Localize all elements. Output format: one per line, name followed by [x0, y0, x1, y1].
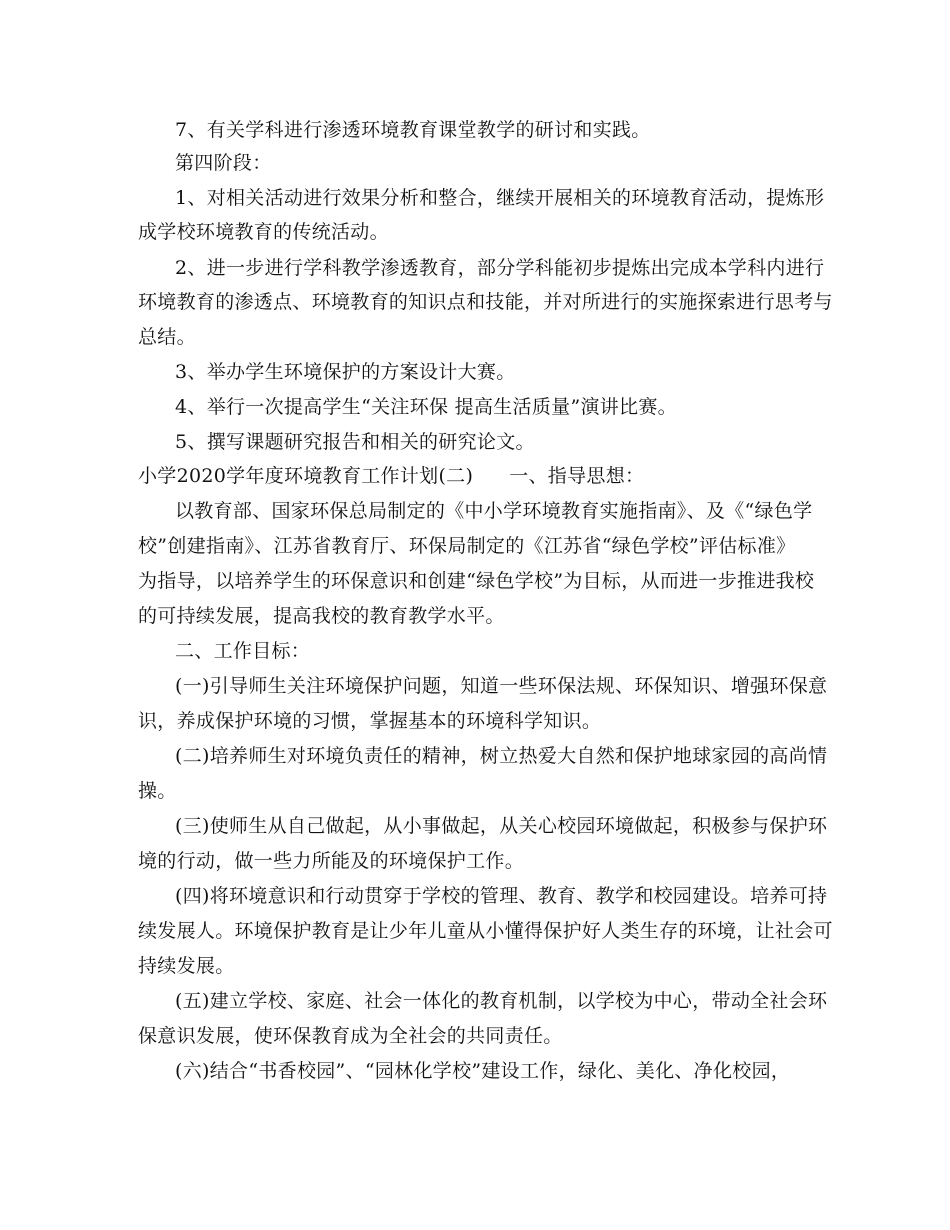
paragraph-line: (五)建立学校、家庭、社会一体化的教育机制，以学校为中心，带动全社会环 [175, 990, 828, 1012]
paragraph-line: 为指导，以培养学生的环保意识和创建“绿色学校”为目标，从而进一步推进我校 [138, 570, 815, 592]
paragraph-line: 保意识发展，使环保教育成为全社会的共同责任。 [138, 1025, 563, 1047]
section-heading: 二、工作目标： [175, 640, 311, 662]
paragraph-line: 的可持续发展，提高我校的教育教学水平。 [138, 605, 505, 627]
paragraph-line: 4、举行一次提高学生“关注环保 提高生活质量”演讲比赛。 [175, 396, 677, 418]
paragraph-line: 环境教育的渗透点、环境教育的知识点和技能，并对所进行的实施探索进行思考与 [138, 291, 833, 313]
section-heading: 一、指导思想： [509, 465, 645, 487]
paragraph-line: 识，养成保护环境的习惯，掌握基本的环境科学知识。 [138, 710, 602, 732]
paragraph-line: (三)使师生从自己做起，从小事做起，从关心校园环境做起，积极参与保护环 [175, 815, 828, 837]
paragraph-line: 3、举办学生环境保护的方案设计大赛。 [175, 361, 516, 383]
paragraph-line: 总结。 [138, 326, 196, 348]
paragraph-line: 续发展人。环境保护教育是让少年儿童从小懂得保护好人类生存的环境，让社会可 [138, 920, 833, 942]
paragraph-line: (一)引导师生关注环境保护问题，知道一些环保法规、环保知识、增强环保意 [175, 675, 828, 697]
document-title: 小学2020学年度环境教育工作计划(二) [138, 465, 474, 487]
paragraph-line: (四)将环境意识和行动贯穿于学校的管理、教育、教学和校园建设。培养可持 [175, 885, 828, 907]
document-title-line [138, 464, 644, 488]
paragraph-line: 境的行动，做一些力所能及的环境保护工作。 [138, 850, 525, 872]
paragraph-line: 操。 [138, 780, 177, 802]
paragraph-line: 成学校环境教育的传统活动。 [138, 221, 389, 243]
paragraph-line: 7、有关学科进行渗透环境教育课堂教学的研讨和实践。 [175, 119, 651, 141]
paragraph-line: 校”创建指南》、江苏省教育厅、环保局制定的《江苏省“绿色学校”评估标准》 [138, 535, 796, 557]
paragraph-line: 以教育部、国家环保总局制定的《中小学环境教育实施指南》、及《“绿色学 [175, 500, 813, 522]
paragraph-line: (二)培养师生对环境负责任的精神，树立热爱大自然和保护地球家园的高尚情 [175, 745, 828, 767]
paragraph-line: (六)结合“书香校园”、“园林化学校”建设工作，绿化、美化、净化校园， [175, 1060, 791, 1082]
paragraph-line: 2、进一步进行学科教学渗透教育，部分学科能初步提炼出完成本学科内进行 [175, 257, 825, 279]
section-heading: 第四阶段： [175, 152, 272, 174]
paragraph-line: 持续发展。 [138, 955, 235, 977]
paragraph-line: 1、对相关活动进行效果分析和整合，继续开展相关的环境教育活动，提炼形 [175, 187, 825, 209]
paragraph-line: 5、撰写课题研究报告和相关的研究论文。 [175, 431, 535, 453]
